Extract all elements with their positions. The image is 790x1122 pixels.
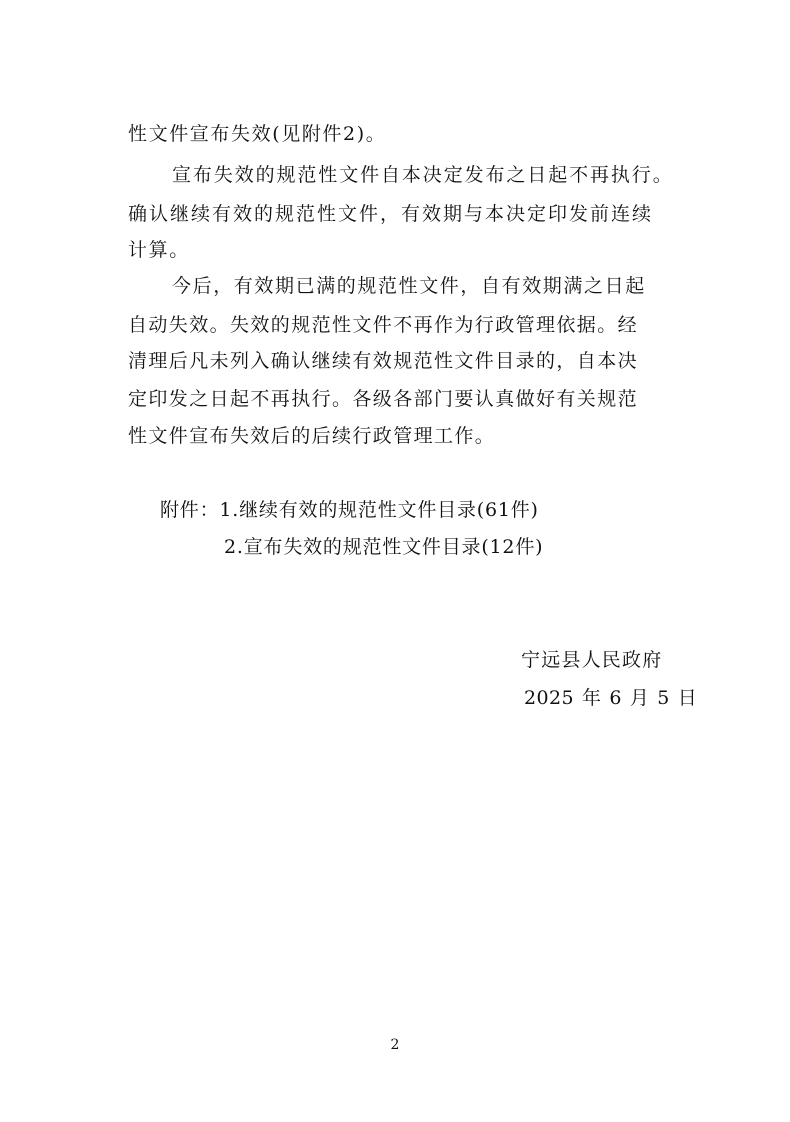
- signature-date: [520, 680, 701, 716]
- date-year: 2025: [524, 687, 574, 709]
- body-text-line: 宣布失效的规范性文件自本决定发布之日起不再执行。: [172, 164, 674, 186]
- date-year-unit: 年: [581, 687, 602, 709]
- body-text-line: 性文件宣布失效(见附件2)。: [128, 123, 387, 145]
- body-text-line: 计算。: [128, 239, 190, 261]
- attachment-item-2: 2.宣布失效的规范性文件目录(12件): [224, 536, 544, 558]
- body-text-line: 定印发之日起不再执行。各级各部门要认真做好有关规范: [128, 388, 639, 410]
- date-month-unit: 月: [629, 687, 650, 709]
- date-day: 5: [657, 687, 670, 709]
- date-month: 6: [609, 687, 622, 709]
- body-text-line: 确认继续有效的规范性文件，有效期与本决定印发前连续: [128, 203, 654, 225]
- date-day-unit: 日: [677, 687, 698, 709]
- body-text-line: 性文件宣布失效后的后续行政管理工作。: [128, 425, 496, 447]
- body-text-line: 自动失效。失效的规范性文件不再作为行政管理依据。经: [128, 314, 639, 336]
- body-text-line: 清理后凡未列入确认继续有效规范性文件目录的，自本决: [128, 350, 639, 372]
- signature-organization: 宁远县人民政府: [521, 649, 663, 671]
- attachment-item-1: 附件：1.继续有效的规范性文件目录(61件): [160, 499, 539, 521]
- body-text-line: 今后，有效期已满的规范性文件，自有效期满之日起: [172, 275, 646, 297]
- page-number: 2: [390, 1037, 400, 1053]
